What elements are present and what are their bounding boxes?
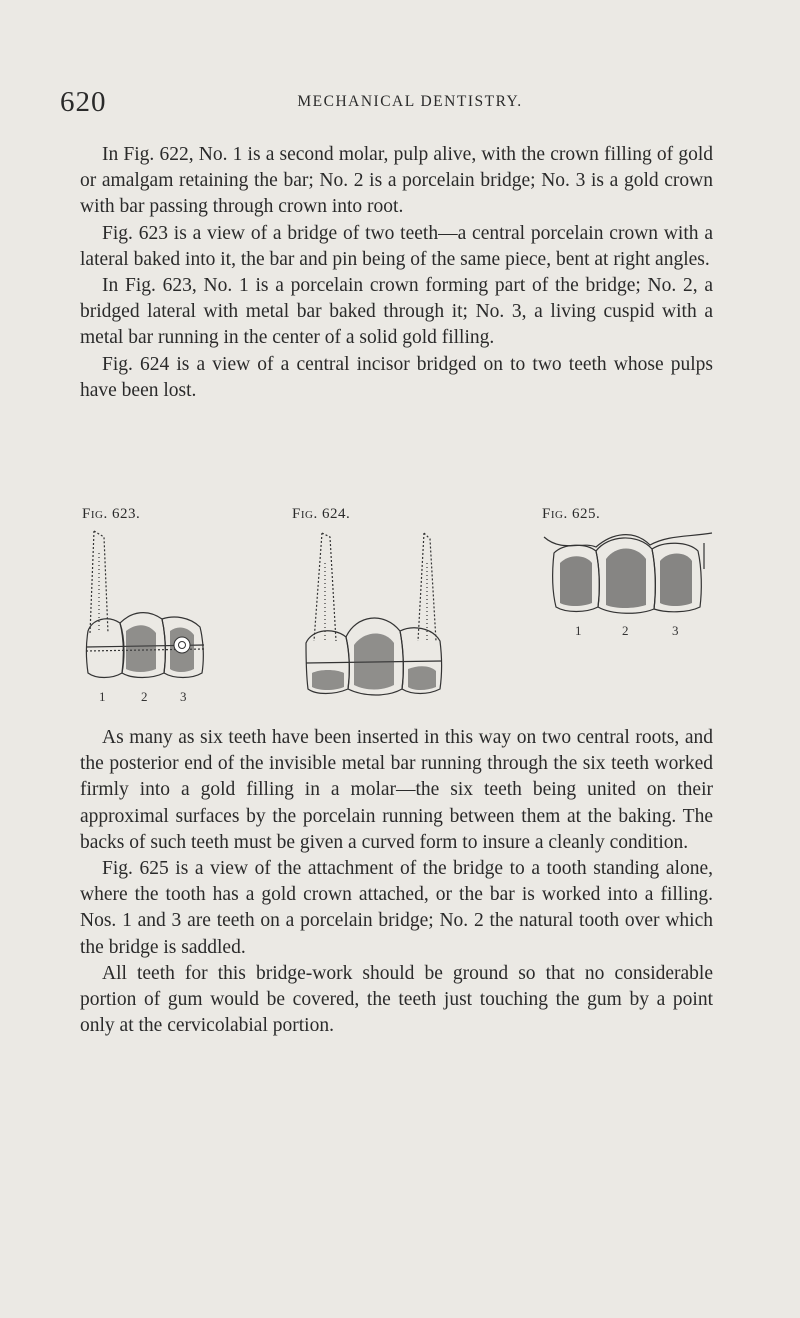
tooth-label: 3 [672, 623, 679, 638]
body-text-top [80, 142, 713, 404]
figure-625 [542, 506, 717, 663]
paragraph: Fig. 625 is a view of the attachment of the bridge to a tooth standing alone, where the tooth has a gold crown attached, or the bar is worked into a filling. Nos. 1 and 3 are teeth on a porcelain bridge; No. 2 the natural tooth over which the bridge is saddled. [80, 858, 713, 958]
tooth-label: 2 [141, 689, 148, 704]
figure-row [80, 506, 713, 711]
paragraph: All teeth for this bridge-work should be ground so that no considerable portion of gum would be covered, the teeth just touching the gum by a point only at the cervicolabial portion. [80, 962, 713, 1037]
paragraph: In Fig. 622, No. 1 is a second molar, pulp alive, with the crown filling of gold or amalgam retaining the bar; No. 2 is a porcelain bridge; No. 3 is a gold crown with bar passing through crown into root. [80, 144, 713, 218]
figure-caption: Fig. 623. [82, 506, 141, 522]
figure-caption: Fig. 625. [542, 506, 601, 522]
paragraph: Fig. 624 is a view of a central incisor bridged on to two teeth whose pulps have been lost. [80, 353, 713, 401]
paragraph: As many as six teeth have been inserted in this way on two central roots, and the posterior end of the invisible metal bar running through the six teeth worked firmly into a gold filling in a molar—the six teeth being united on their approximal surfaces by the porcelain running between them at the baking. The backs of such teeth must be given a curved form to insure a cleanly condition. [80, 727, 713, 853]
figure-623-illustration [82, 523, 232, 708]
figure-caption: Fig. 624. [292, 506, 351, 522]
paragraph: In Fig. 623, No. 1 is a porcelain crown forming part of the bridge; No. 2, a bridged lateral with metal bar baked through it; No. 3, a living cuspid with a metal bar running in the center of a solid gold filling. [80, 275, 713, 349]
tooth-label: 2 [622, 623, 629, 638]
body-text-bottom [80, 725, 713, 1039]
figure-624 [292, 506, 452, 708]
page-header [60, 86, 760, 122]
figure-623 [82, 506, 232, 708]
page-number: 620 [60, 86, 107, 118]
figure-625-illustration [542, 523, 717, 663]
tooth-label: 3 [180, 689, 187, 704]
paragraph: Fig. 623 is a view of a bridge of two teeth—a central porcelain crown with a lateral baked into it, the bar and pin being of the same piece, bent at right angles. [80, 222, 713, 270]
tooth-label: 1 [575, 623, 582, 638]
running-head: MECHANICAL DENTISTRY. [297, 93, 523, 110]
tooth-label: 1 [99, 689, 106, 704]
figure-624-illustration [292, 523, 452, 708]
